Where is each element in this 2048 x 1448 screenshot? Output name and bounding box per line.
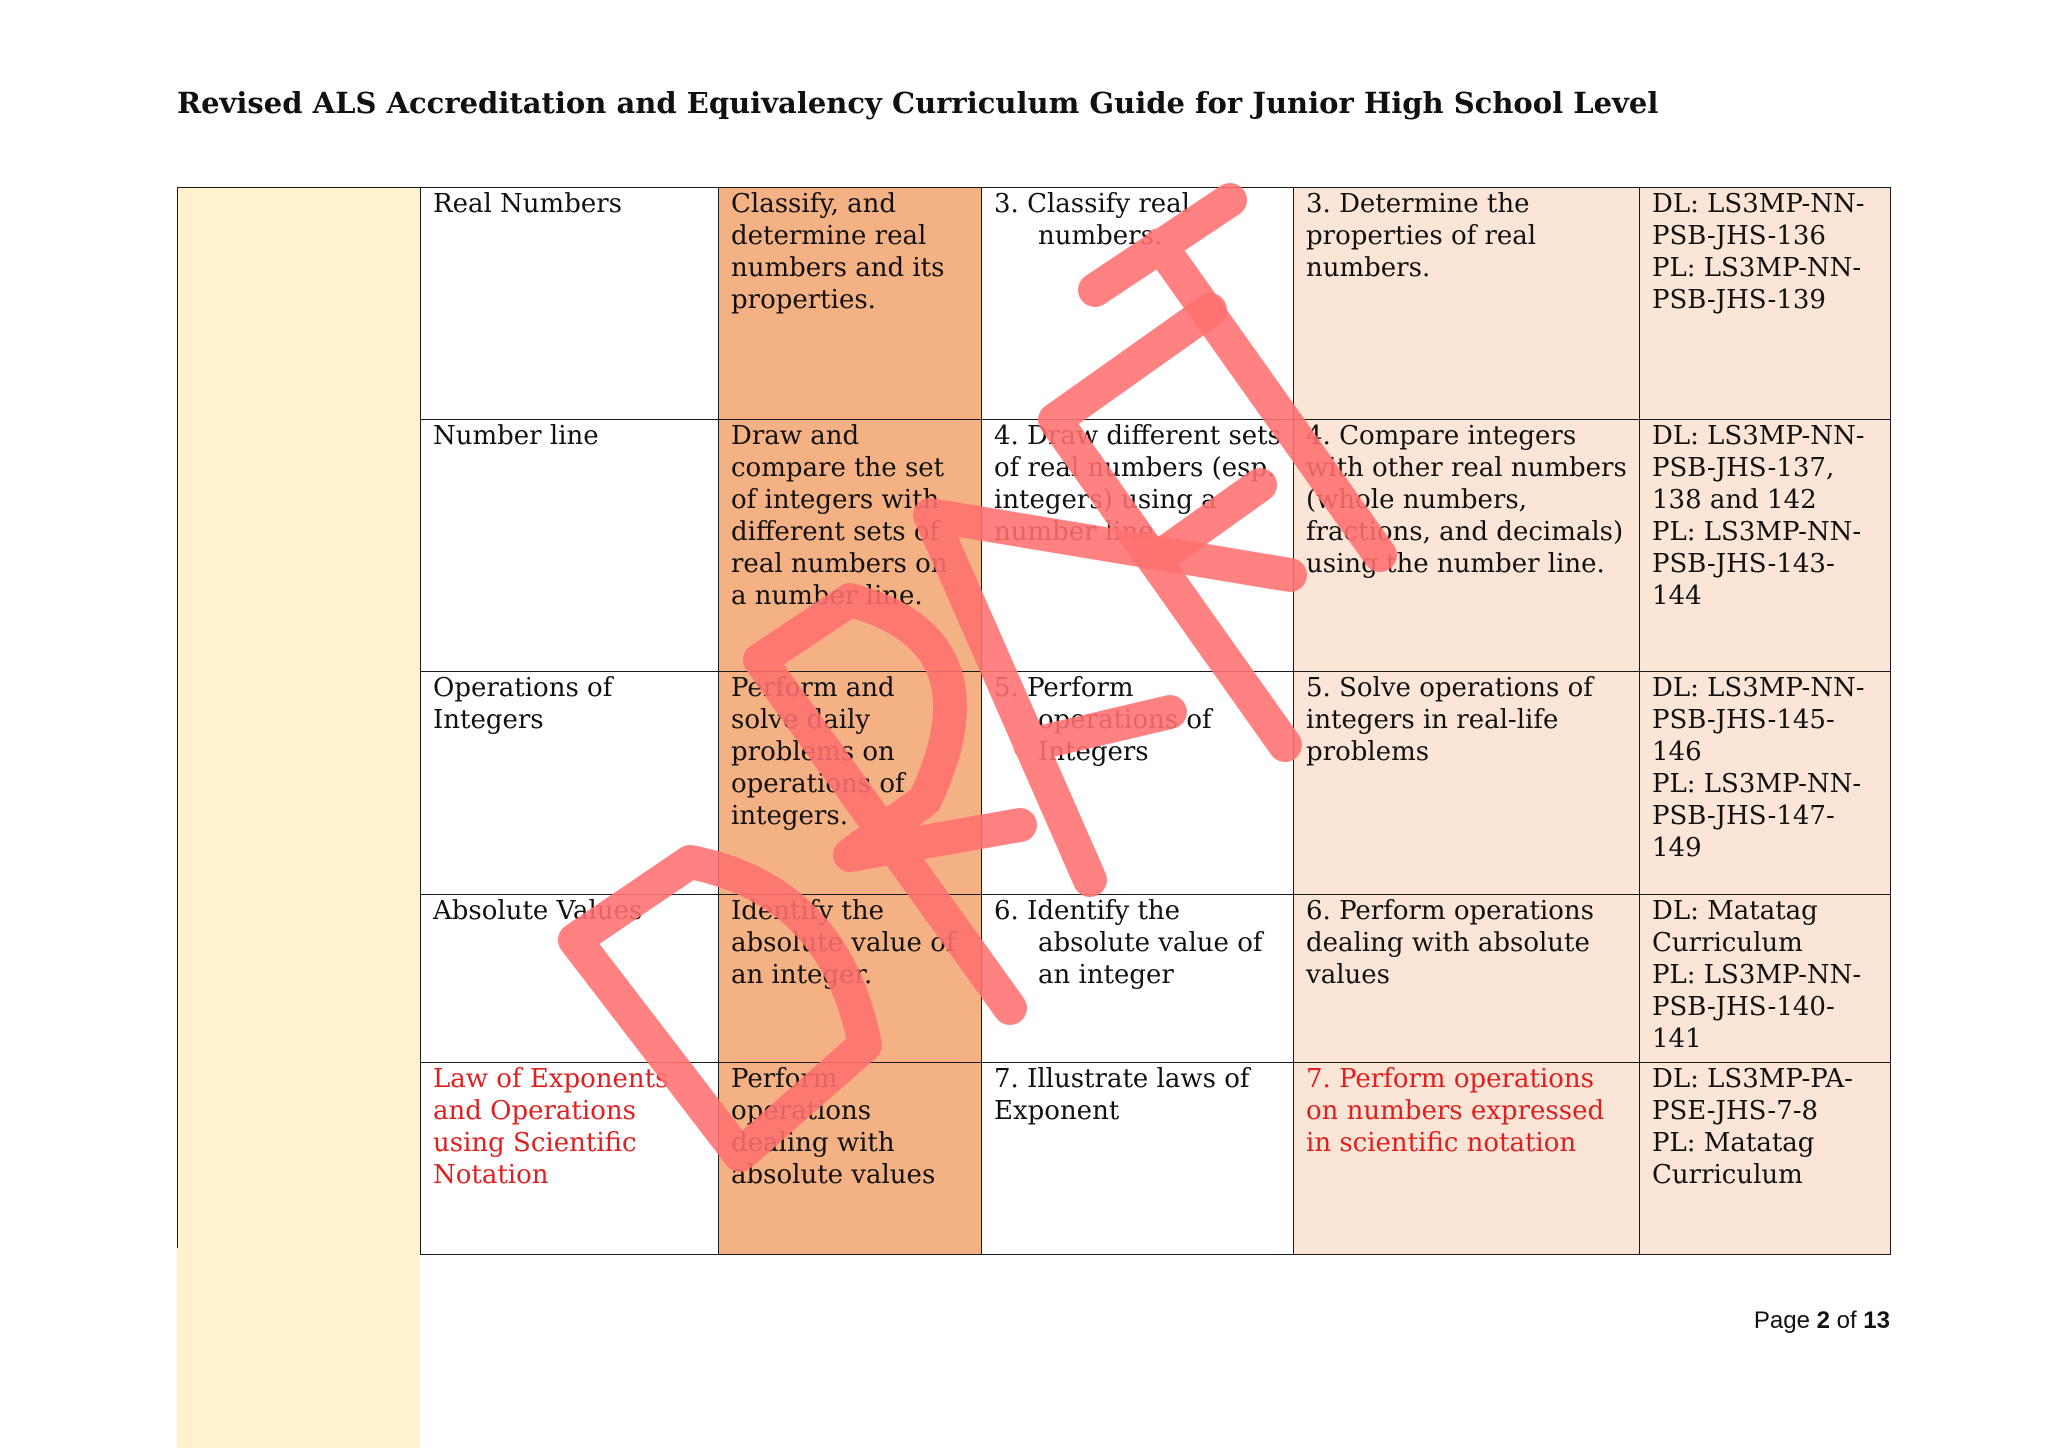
curriculum-table xyxy=(177,187,1891,1255)
competency-text: 5. Perform operations of Integers xyxy=(994,673,1212,767)
objective-cell: 6. Perform operations dealing with absolute values xyxy=(1294,895,1640,1063)
total-pages: 13 xyxy=(1863,1307,1890,1334)
pl-code: PL: LS3MP-NN-PSB-JHS-147-149 xyxy=(1652,769,1862,863)
content-standard-cell: Classify, and determine real numbers and its properties. xyxy=(719,188,982,420)
table-row xyxy=(178,420,1891,672)
dl-code: DL: LS3MP-NN-PSB-JHS-137, 138 and 142 xyxy=(1652,421,1865,515)
page-prefix: Page xyxy=(1753,1307,1817,1334)
pl-code: PL: LS3MP-NN-PSB-JHS-140-141 xyxy=(1652,960,1862,1054)
topic-cell: Operations of Integers xyxy=(421,672,719,895)
code-cell xyxy=(1640,672,1891,895)
pl-code: PL: LS3MP-NN-PSB-JHS-143-144 xyxy=(1652,517,1862,611)
competency-text: 3. Classify real numbers. xyxy=(994,189,1190,251)
table-row xyxy=(178,895,1891,1063)
topic-cell: Absolute Values xyxy=(421,895,719,1063)
topic-cell: Number line xyxy=(421,420,719,672)
objective-cell: 3. Determine the properties of real numbers. xyxy=(1294,188,1640,420)
content-standard-cell: Identify the absolute value of an integer. xyxy=(719,895,982,1063)
current-page: 2 xyxy=(1816,1307,1830,1334)
blank-column-cell xyxy=(178,188,421,1255)
competency-cell xyxy=(982,895,1294,1063)
content-standard-cell: Perform operations dealing with absolute values xyxy=(719,1063,982,1255)
code-cell xyxy=(1640,188,1891,420)
competency-cell: 4. Draw different sets of real numbers (esp. integers) using a number line. xyxy=(982,420,1294,672)
blank-column-continuation xyxy=(177,1248,420,1448)
dl-code: DL: Matatag Curriculum xyxy=(1652,896,1818,958)
pl-code: PL: Matatag Curriculum xyxy=(1652,1128,1815,1190)
content-standard-cell: Draw and compare the set of integers with different sets of real numbers on a number line. xyxy=(719,420,982,672)
code-cell xyxy=(1640,1063,1891,1255)
document-header-title: Revised ALS Accreditation and Equivalency Curriculum Guide for Junior High School Level xyxy=(177,86,1659,120)
competency-cell: 7. Illustrate laws of Exponent xyxy=(982,1063,1294,1255)
objective-cell: 5. Solve operations of integers in real-life problems xyxy=(1294,672,1640,895)
dl-code: DL: LS3MP-NN-PSB-JHS-136 xyxy=(1652,189,1865,251)
table-row xyxy=(178,188,1891,420)
objective-cell: 7. Perform operations on numbers expressed in scientific notation xyxy=(1294,1063,1640,1255)
topic-cell: Law of Exponents and Operations using Scientific Notation xyxy=(421,1063,719,1255)
dl-code: DL: LS3MP-PA-PSE-JHS-7-8 xyxy=(1652,1064,1853,1126)
competency-cell xyxy=(982,188,1294,420)
competency-text: 6. Identify the absolute value of an integer xyxy=(994,896,1263,990)
content-standard-cell: Perform and solve daily problems on operations of integers. xyxy=(719,672,982,895)
page-number xyxy=(1754,1307,1890,1335)
dl-code: DL: LS3MP-NN-PSB-JHS-145-146 xyxy=(1652,673,1865,767)
table-row xyxy=(178,1063,1891,1255)
topic-cell: Real Numbers xyxy=(421,188,719,420)
page-middle: of xyxy=(1829,1307,1864,1334)
competency-cell xyxy=(982,672,1294,895)
pl-code: PL: LS3MP-NN-PSB-JHS-139 xyxy=(1652,253,1862,315)
objective-cell: 4. Compare integers with other real numbers (whole numbers, fractions, and decimals) using the number line. xyxy=(1294,420,1640,672)
code-cell xyxy=(1640,895,1891,1063)
code-cell xyxy=(1640,420,1891,672)
table-row xyxy=(178,672,1891,895)
